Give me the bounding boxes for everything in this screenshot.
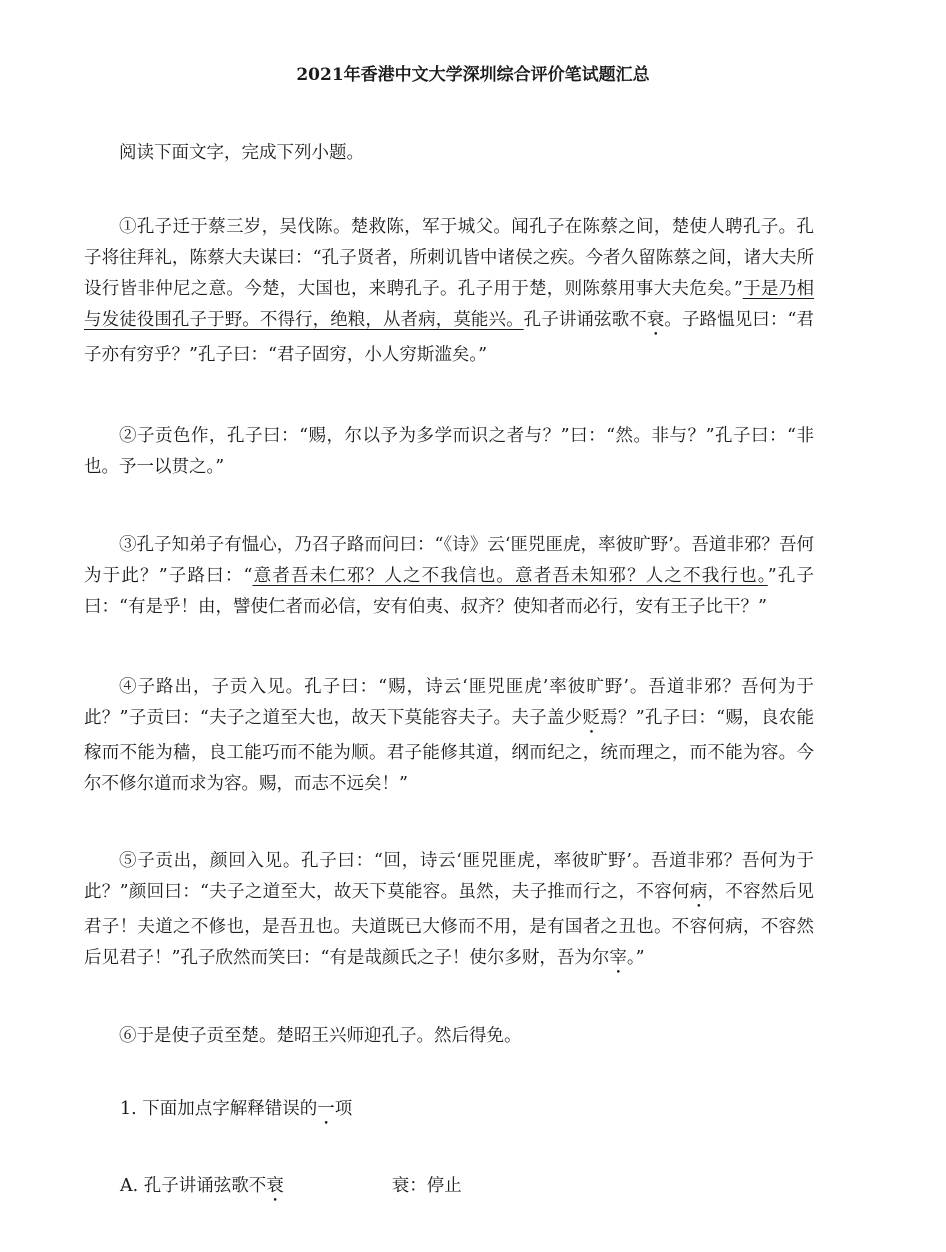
paragraph-4 [84, 672, 814, 800]
paragraph-5 [84, 846, 814, 978]
option-a [120, 1171, 462, 1206]
paragraph-1-underlined: 于是乃相与发徒役围孔子于野。不得行，绝粮，从者病，莫能兴。 [84, 279, 814, 330]
question-1-text-b: 项 [334, 1099, 353, 1119]
question-1-text: 1. 下面加点字解释错误的 [120, 1099, 318, 1119]
question-1 [120, 1094, 352, 1129]
paragraph-3-text-b: ”孔子曰：“有是乎！由，譬使仁者而必信，安有伯夷、叔齐？使知者而必行，安有王子比干？” [84, 566, 814, 617]
paragraph-4-text: ④子路出，子贡入见。孔子曰：“赐，诗云‘匪兕匪虎’率彼旷野’。吾道非邪？吾何为于此？”子贡曰：“夫子之道至大也，故天下莫能容夫子。夫子盖少 [84, 677, 814, 728]
paragraph-5-text-b: ，不容然后见君子！夫道之不修也，是吾丑也。夫道既已大修而不用，是有国者之丑也。不容何病，不容然后见君子！”孔子欣然而笑曰：“有是哉颜氏之子！使尔多财，吾为尔 [84, 882, 815, 968]
dotted-char: 衰 [646, 310, 665, 330]
paragraph-3-underlined: 意者吾未仁邪？人之不我信也。意者吾未知邪？人之不我行也。 [252, 566, 768, 586]
page-title: 2021年香港中文大学深圳综合评价笔试题汇总 [296, 65, 650, 85]
paragraph-1-text: ①孔子迁于蔡三岁，吴伐陈。楚救陈，军于城父。闻孔子在陈蔡之间，楚使人聘孔子。孔子将往拜礼，陈蔡大夫谋曰：“孔子贤者，所刺讥皆中诸侯之疾。今者久留陈蔡之间，诸大夫所设行皆非仲尼之意。今楚，大国也，来聘孔子。孔子用于楚，则陈蔡用事大夫危矣。” [84, 217, 814, 299]
paragraph-6: ⑥于是使子贡至楚。楚昭王兴师迎孔子。然后得免。 [119, 1026, 522, 1046]
paragraph-4-text-b: 焉？”孔子曰：“赐，良农能稼而不能为穑，良工能巧而不能为顺。君子能修其道，纲而纪之，统而理之，而不能为容。今尔不修尔道而求为容。赐，而志不远矣！” [84, 708, 814, 794]
paragraph-5-text-c: 。” [626, 948, 645, 968]
paragraph-3-text: ③孔子知弟子有愠心，乃召子路而问曰：“《诗》云‘匪兕匪虎，率彼旷野’。吾道非邪？吾何为于此？”子路曰：“ [84, 535, 814, 586]
instruction-text: 阅读下面文字，完成下列小题。 [119, 143, 364, 163]
paragraph-5-text: ⑤子贡出，颜回入见。孔子曰：“回，诗云‘匪兕匪虎，率彼旷野’。吾道非邪？吾何为于此？”颜回曰：“夫子之道至大，故天下莫能容。虽然，夫子推而行之，不容何 [84, 851, 814, 902]
paragraph-3 [84, 530, 814, 623]
paragraph-1-text-c: 。子路愠见曰：“君子亦有穷乎？”孔子曰：“君子固穷，小人穷斯滥矣。” [84, 310, 815, 365]
option-a-explanation: 衰：停止 [391, 1176, 462, 1196]
paragraph-2: ②子贡色作，孔子曰：“赐，尔以予为多学而识之者与？”曰：“然。非与？”孔子曰：“非也。予一以贯之。” [84, 426, 814, 477]
paragraph-1-text-b: 孔子讲诵弦歌不 [523, 310, 647, 330]
dotted-char: 一 [317, 1099, 335, 1119]
dotted-char: 贬 [582, 708, 601, 728]
dotted-char: 衰 [266, 1176, 284, 1196]
option-a-text: A. 孔子讲诵弦歌不 [120, 1176, 267, 1196]
paragraph-1 [84, 212, 814, 371]
dotted-char: 宰 [609, 948, 627, 968]
dotted-char: 病 [689, 882, 708, 902]
